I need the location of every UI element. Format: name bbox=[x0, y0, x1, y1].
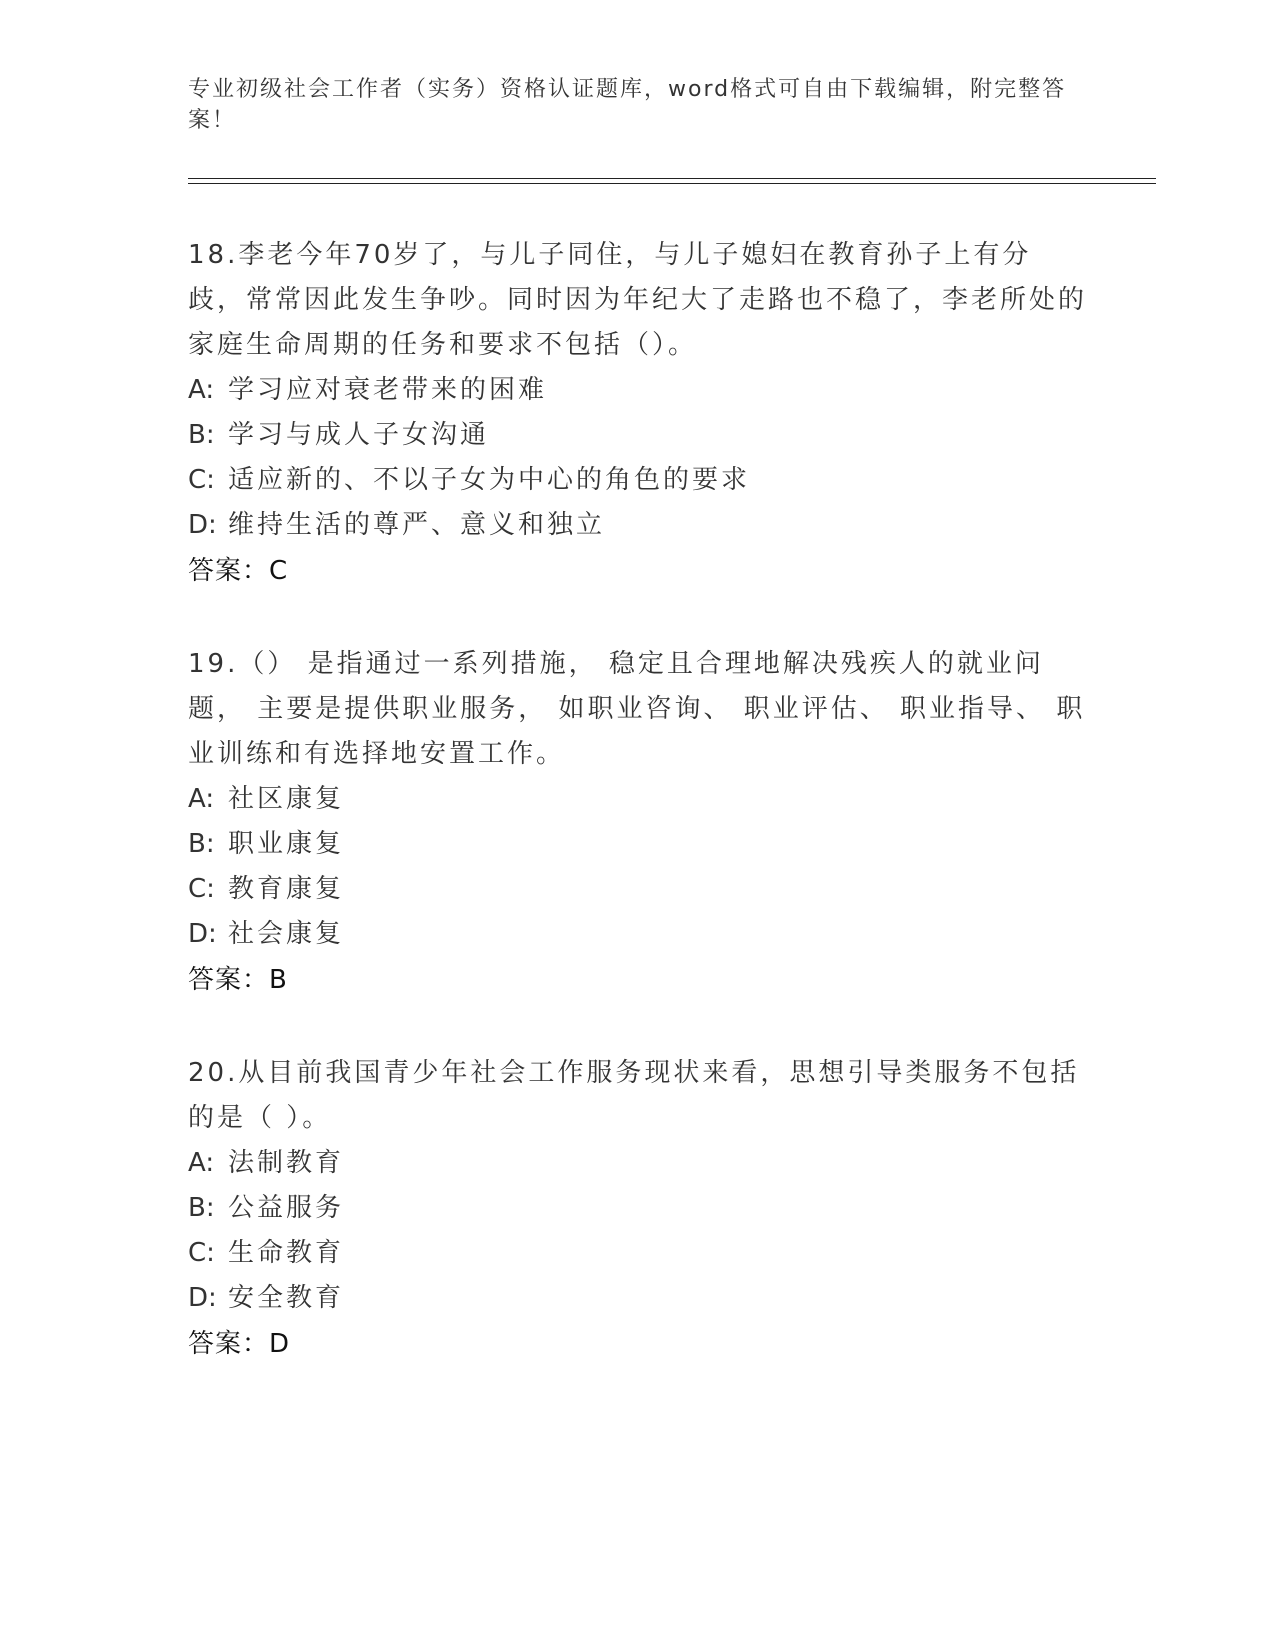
option-a bbox=[188, 777, 1088, 822]
option-letter: A: bbox=[188, 375, 215, 405]
option-d bbox=[188, 1276, 1088, 1321]
question-20 bbox=[188, 1051, 1088, 1367]
header-divider-top bbox=[188, 178, 1156, 179]
option-text: 教育康复 bbox=[228, 874, 345, 904]
option-text: 适应新的、不以子女为中心的角色的要求 bbox=[228, 465, 751, 495]
option-b bbox=[188, 822, 1088, 867]
question-stem: 18.李老今年70岁了，与儿子同住，与儿子媳妇在教育孙子上有分歧，常常因此发生争吵。同时因为年纪大了走路也不稳了，李老所处的家庭生命周期的任务和要求不包括（）。 bbox=[188, 240, 1088, 360]
option-b bbox=[188, 1186, 1088, 1231]
option-letter: D: bbox=[188, 919, 217, 949]
option-d bbox=[188, 503, 1088, 548]
question-19 bbox=[188, 642, 1088, 1003]
question-18 bbox=[188, 233, 1088, 594]
option-text: 法制教育 bbox=[228, 1148, 345, 1178]
option-letter: C: bbox=[188, 465, 215, 495]
answer-label: 答案：D bbox=[188, 1329, 291, 1359]
document-header: 专业初级社会工作者（实务）资格认证题库，word格式可自由下载编辑，附完整答案！ bbox=[188, 77, 1067, 133]
option-text: 社会康复 bbox=[228, 919, 345, 949]
option-c bbox=[188, 458, 1088, 503]
header-divider-bottom bbox=[188, 183, 1156, 184]
option-c bbox=[188, 867, 1088, 912]
option-letter: C: bbox=[188, 874, 215, 904]
option-text: 公益服务 bbox=[228, 1193, 345, 1223]
option-text: 学习与成人子女沟通 bbox=[228, 420, 490, 450]
option-letter: B: bbox=[188, 829, 215, 859]
answer-label: 答案：C bbox=[188, 556, 289, 586]
answer-label: 答案：B bbox=[188, 965, 288, 995]
option-letter: D: bbox=[188, 1283, 217, 1313]
option-letter: B: bbox=[188, 1193, 215, 1223]
option-letter: A: bbox=[188, 1148, 215, 1178]
option-text: 职业康复 bbox=[228, 829, 345, 859]
option-d bbox=[188, 912, 1088, 957]
option-letter: C: bbox=[188, 1238, 215, 1268]
option-b bbox=[188, 413, 1088, 458]
option-text: 学习应对衰老带来的困难 bbox=[228, 375, 548, 405]
question-stem: 19.（） 是指通过一系列措施， 稳定且合理地解决残疾人的就业问题， 主要是提供职业服务， 如职业咨询、 职业评估、 职业指导、 职业训练和有选择地安置工作。 bbox=[188, 649, 1086, 769]
option-text: 维持生活的尊严、意义和独立 bbox=[228, 510, 606, 540]
question-stem: 20.从目前我国青少年社会工作服务现状来看，思想引导类服务不包括的是（ ）。 bbox=[188, 1058, 1080, 1133]
option-c bbox=[188, 1231, 1088, 1276]
option-a bbox=[188, 368, 1088, 413]
option-letter: D: bbox=[188, 510, 217, 540]
option-a bbox=[188, 1141, 1088, 1186]
option-text: 社区康复 bbox=[228, 784, 345, 814]
option-text: 安全教育 bbox=[228, 1283, 345, 1313]
option-text: 生命教育 bbox=[228, 1238, 345, 1268]
option-letter: A: bbox=[188, 784, 215, 814]
option-letter: B: bbox=[188, 420, 215, 450]
